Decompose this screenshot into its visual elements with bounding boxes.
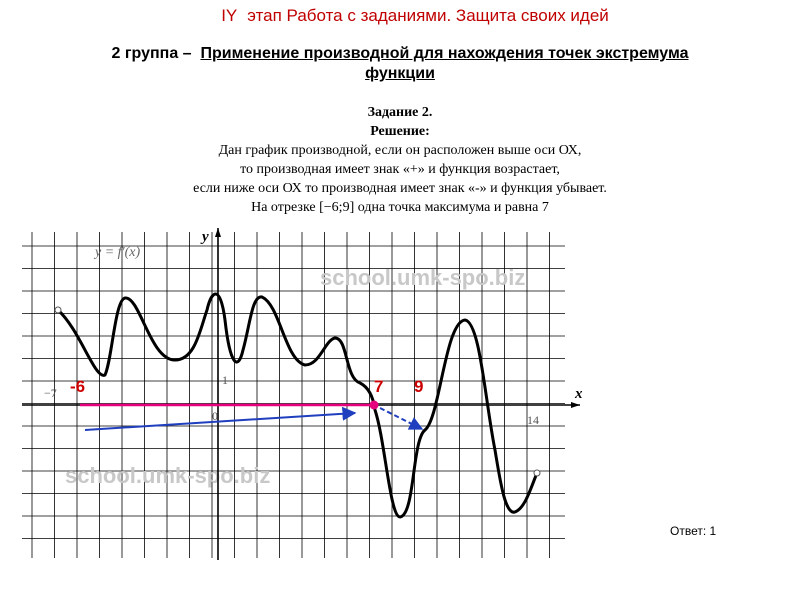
watermark-bottom: school.umk-spo.biz bbox=[65, 463, 271, 488]
marker-minus-6: -6 bbox=[70, 377, 86, 396]
task-title: Задание 2. bbox=[367, 105, 433, 120]
increasing-arrow-icon bbox=[85, 413, 355, 430]
tick-label-1: 1 bbox=[222, 373, 228, 387]
solution-line-3: если ниже оси ОХ то производная имеет знак «-» и функция убывает. bbox=[193, 181, 607, 196]
solution-line-2: то производная имеет знак «+» и функция возрастает, bbox=[240, 162, 560, 177]
curve-endpoint-right bbox=[534, 470, 540, 476]
y-axis-arrow-icon bbox=[215, 228, 221, 237]
group-topic-line1: Применение производной для нахождения точек экстремума bbox=[200, 45, 689, 62]
solution-line-4: На отрезке [−6;9] одна точка максимума и равна 7 bbox=[251, 200, 549, 215]
answer-text: Ответ: 1 bbox=[670, 524, 717, 538]
group-topic-line2: функции bbox=[365, 65, 435, 82]
function-label: y = f′(x) bbox=[95, 245, 141, 260]
stage-text: этап Работа с заданиями. Защита своих идей bbox=[247, 6, 609, 25]
x-axis-arrow-icon bbox=[571, 402, 580, 408]
tick-label-0: 0 bbox=[212, 409, 218, 423]
y-axis-label: y bbox=[202, 229, 209, 245]
stage-roman: IY bbox=[221, 6, 238, 25]
curve-endpoint-left bbox=[55, 307, 61, 313]
marker-9: 9 bbox=[414, 377, 424, 396]
marker-7: 7 bbox=[374, 377, 384, 396]
group-prefix: 2 группа – bbox=[111, 45, 192, 62]
tick-label-14: 14 bbox=[527, 413, 539, 427]
x-axis-label: x bbox=[575, 386, 583, 402]
watermark-top: school.umk-spo.biz bbox=[320, 265, 526, 290]
solution-label: Решение: bbox=[370, 124, 430, 139]
tick-label-minus-7: −7 bbox=[44, 386, 57, 400]
solution-line-1: Дан график производной, если он расположен выше оси ОХ, bbox=[218, 143, 582, 158]
maximum-point bbox=[370, 401, 379, 410]
